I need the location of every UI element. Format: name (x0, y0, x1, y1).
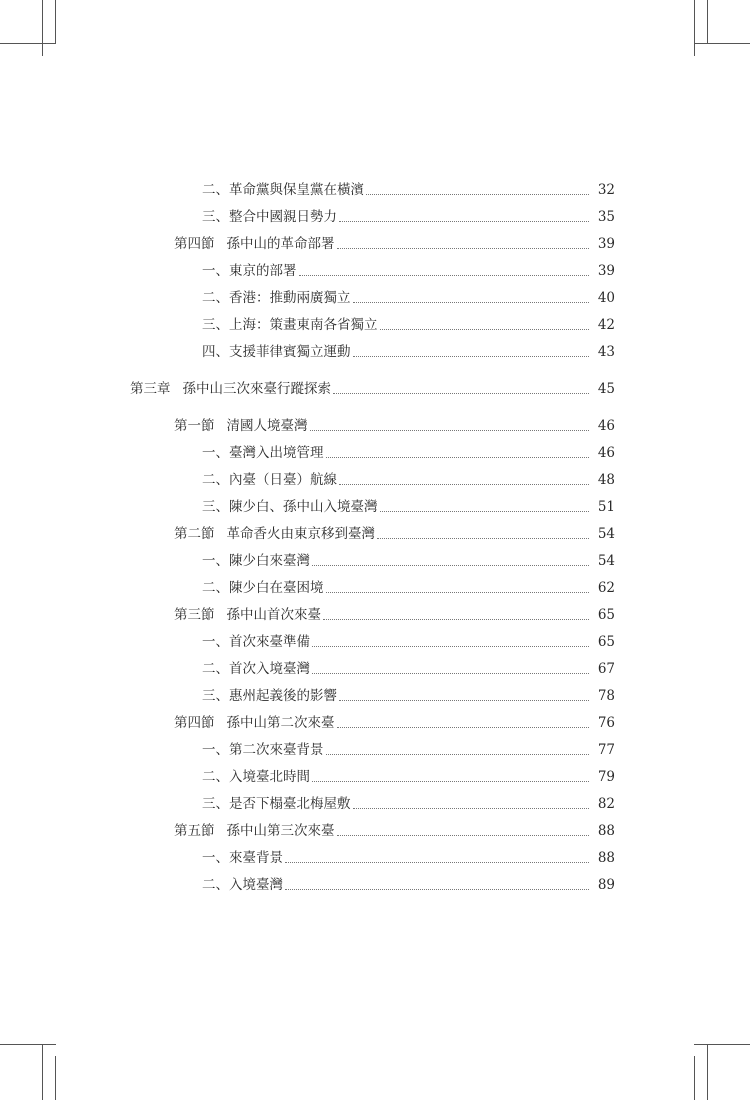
toc-entry-label: 第四節 孫中山第二次來臺 (174, 715, 335, 731)
dot-leader (380, 511, 590, 512)
toc-entry-label: 三、陳少白、孫中山入境臺灣 (202, 499, 378, 515)
dot-leader (285, 862, 589, 863)
toc-entry (0, 630, 750, 650)
toc-page-number: 76 (597, 715, 615, 731)
toc-entry-label: 一、臺灣入出境管理 (202, 445, 324, 461)
dot-leader (337, 727, 590, 728)
toc-entry-label: 二、入境臺北時間 (202, 769, 310, 785)
toc-entry (0, 340, 750, 360)
toc-page-number: 43 (597, 344, 615, 360)
toc-entry-label: 二、陳少白在臺困境 (202, 580, 324, 596)
dot-leader (353, 808, 590, 809)
toc-page-number: 54 (597, 553, 615, 569)
toc-page-number: 89 (597, 877, 615, 893)
toc-page-number: 48 (597, 472, 615, 488)
toc-entry (0, 873, 750, 893)
toc-page-number: 82 (597, 796, 615, 812)
dot-leader (326, 457, 590, 458)
toc-entry-label: 二、內臺（日臺）航線 (202, 472, 337, 488)
toc-entry-label: 二、首次入境臺灣 (202, 661, 310, 677)
toc-entry (0, 313, 750, 333)
toc-chapter-entry (0, 377, 750, 397)
dot-leader (353, 356, 590, 357)
toc-entry-label: 第三章 孫中山三次來臺行蹤探索 (130, 381, 331, 397)
toc-page-number: 51 (597, 499, 615, 515)
dot-leader (326, 592, 590, 593)
toc-entry-label: 第三節 孫中山首次來臺 (174, 607, 321, 623)
toc-entry-label: 第一節 清國人境臺灣 (174, 418, 308, 434)
toc-entry (0, 205, 750, 225)
toc-entry (0, 178, 750, 198)
toc-page-number: 88 (597, 823, 615, 839)
toc-entry-label: 一、來臺背景 (202, 850, 283, 866)
dot-leader (323, 619, 589, 620)
dot-leader (366, 194, 589, 195)
toc-entry-label: 第五節 孫中山第三次來臺 (174, 823, 335, 839)
dot-leader (285, 889, 589, 890)
dot-leader (339, 221, 589, 222)
dot-leader (380, 329, 590, 330)
toc-entry (0, 603, 750, 623)
toc-entry-label: 二、入境臺灣 (202, 877, 283, 893)
toc-page-number: 39 (597, 236, 615, 252)
toc-page-number: 39 (597, 263, 615, 279)
dot-leader (337, 248, 590, 249)
toc-page-number: 35 (597, 209, 615, 225)
toc-entry (0, 522, 750, 542)
dot-leader (337, 835, 590, 836)
toc-entry-label: 一、東京的部署 (202, 263, 297, 279)
toc-page-number: 46 (597, 418, 615, 434)
toc-page-number: 79 (597, 769, 615, 785)
toc-entry (0, 576, 750, 596)
toc-page-number: 77 (597, 742, 615, 758)
toc-entry-label: 一、陳少白來臺灣 (202, 553, 310, 569)
toc-entry (0, 441, 750, 461)
dot-leader (299, 275, 590, 276)
toc-entry (0, 657, 750, 677)
dot-leader (312, 565, 589, 566)
dot-leader (377, 538, 589, 539)
toc-entry-label: 三、是否下榻臺北梅屋敷 (202, 796, 351, 812)
dot-leader (353, 302, 590, 303)
toc-entry (0, 286, 750, 306)
toc-entry (0, 232, 750, 252)
toc-page-number: 67 (597, 661, 615, 677)
toc-page-number: 65 (597, 607, 615, 623)
toc-entry (0, 549, 750, 569)
toc-page-number: 54 (597, 526, 615, 542)
toc-page-number: 62 (597, 580, 615, 596)
toc-entry-label: 二、香港：推動兩廣獨立 (202, 290, 351, 306)
toc-page-number: 42 (597, 317, 615, 333)
toc-entry (0, 819, 750, 839)
toc-page-number: 46 (597, 445, 615, 461)
toc-entry (0, 711, 750, 731)
toc-entry (0, 259, 750, 279)
toc-page-number: 40 (597, 290, 615, 306)
toc-entry-label: 一、第二次來臺背景 (202, 742, 324, 758)
toc-page-number: 45 (597, 381, 615, 397)
toc-entry (0, 468, 750, 488)
toc-entry-label: 一、首次來臺準備 (202, 634, 310, 650)
dot-leader (310, 430, 590, 431)
toc-page-number: 65 (597, 634, 615, 650)
toc-entry (0, 684, 750, 704)
dot-leader (312, 646, 589, 647)
toc-entry (0, 846, 750, 866)
toc-entry (0, 495, 750, 515)
toc-entry-label: 三、惠州起義後的影響 (202, 688, 337, 704)
toc-entry (0, 414, 750, 434)
dot-leader (326, 754, 590, 755)
toc-entry (0, 792, 750, 812)
dot-leader (339, 484, 589, 485)
toc-entry-label: 三、上海：策畫東南各省獨立 (202, 317, 378, 333)
dot-leader (312, 781, 589, 782)
toc-entry-label: 二、革命黨與保皇黨在橫濱 (202, 182, 364, 198)
toc-page-number: 88 (597, 850, 615, 866)
toc-entry (0, 765, 750, 785)
toc-entry (0, 738, 750, 758)
dot-leader (312, 673, 589, 674)
dot-leader (333, 393, 589, 394)
toc-entry-label: 第二節 革命香火由東京移到臺灣 (174, 526, 375, 542)
toc-entry-label: 三、整合中國親日勢力 (202, 209, 337, 225)
toc-page-number: 32 (597, 182, 615, 198)
toc-entry-label: 四、支援菲律賓獨立運動 (202, 344, 351, 360)
toc-entry-label: 第四節 孫中山的革命部署 (174, 236, 335, 252)
toc-page-number: 78 (597, 688, 615, 704)
dot-leader (339, 700, 589, 701)
